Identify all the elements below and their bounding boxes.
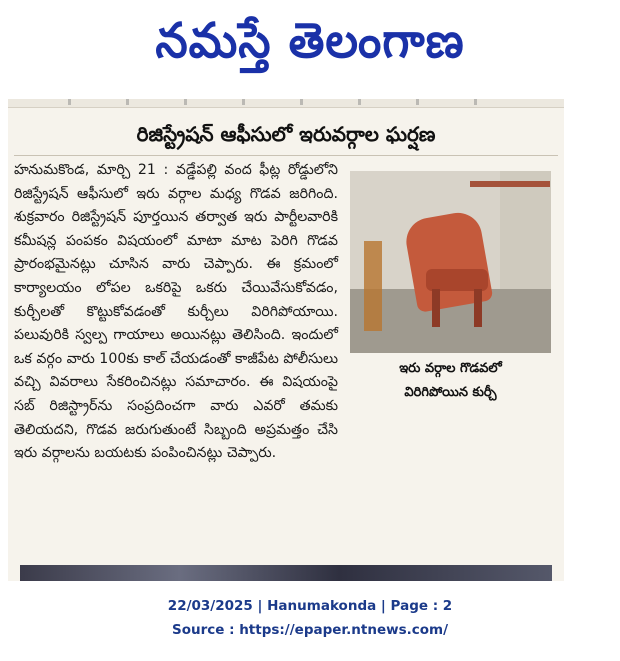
- footer-date-page: 22/03/2025 | Hanumakonda | Page : 2: [167, 598, 453, 614]
- photo-caption-line-1: ఇరు వర్గాల గొడవలో: [399, 361, 502, 376]
- photo-caption-line-2: విరిగిపోయిన కుర్చీ: [404, 385, 497, 400]
- photo-chair-leg: [432, 289, 440, 327]
- news-clipping: [8, 99, 564, 581]
- clipping-top-edge: [8, 99, 564, 108]
- article-photo-broken-chair: [350, 171, 551, 353]
- photo-chair-leg: [474, 289, 482, 327]
- clipping-bottom-photo-edge: [20, 565, 552, 581]
- photo-pipe: [364, 241, 382, 331]
- photo-chair-rail: [470, 181, 550, 187]
- article-headline: రిజిస్ట్రేషన్ ఆఫీసులో ఇరువర్గాల ఘర్షణ: [136, 122, 436, 146]
- photo-wall-corner: [500, 171, 551, 291]
- headline-divider: [14, 155, 558, 156]
- article-body-text: హనుమకొండ, మార్చి 21 : వడ్డేపల్లి వంద ఫీట్ల రోడ్డులోని రిజిస్ట్రేషన్ ఆఫీసులో ఇరు వర్గాల మధ్య గొడవ జరిగింది. శుక్రవారం రిజిస్ట్రేషన్ పూర్తయిన తర్వాత ఇరు పార్టీలవారికి కమీషన్ల పంపకం విషయంలో మాటా మాట పెరిగి గొడవ ప్రారంభమైనట్లు చూసిన వారు చెప్పారు. ఈ క్రమంలో కార్యాలయం లోపల ఒకరిపై ఒకరు చేయివేసుకోవడం, కుర్చీలతో కొట్టుకోవడంతో కుర్చీలు విరిగిపోయాయి. పలువురికి స్వల్ప గాయాలు అయినట్లు తెలిసింది. ఇందులో ఒక వర్గం వారు 100కు కాల్ చేయడంతో కాజీపేట పోలీసులు వచ్చి వివరాలు సేకరించినట్లు సమాచారం. ఈ విషయంపై సబ్ రిజిస్ట్రార్‌ను సంప్రదించగా వారు ఎవరో తమకు తెలియదని, గొడవ జరుగుతుంటే సిబ్బంది అప్రమత్తం చేసి ఇరు వర్గాలను బయటకు పంపించినట్లు చెప్పారు.: [14, 162, 338, 462]
- footer-source-link[interactable]: Source : https://epaper.ntnews.com/: [171, 622, 449, 638]
- newspaper-masthead: నమస్తే తెలంగాణ: [155, 11, 465, 69]
- photo-chair-seat: [426, 269, 488, 291]
- photo-caption: [350, 357, 551, 405]
- cropped-text-remnant: [68, 99, 528, 105]
